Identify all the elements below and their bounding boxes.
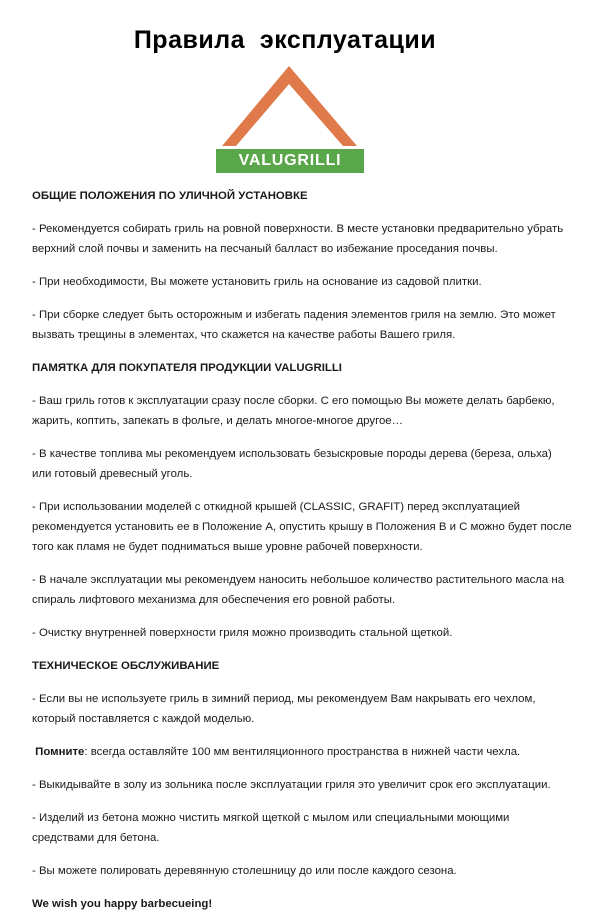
valugrilli-logo (212, 62, 367, 177)
section-maintenance (32, 656, 572, 881)
section-heading: ОБЩИЕ ПОЛОЖЕНИЯ ПО УЛИЧНОЙ УСТАНОВКЕ (32, 190, 308, 202)
section-buyer-memo (32, 358, 572, 643)
section-heading: ПАМЯТКА ДЛЯ ПОКУПАТЕЛЯ ПРОДУКЦИИ VALUGRILLI (32, 362, 342, 374)
section-heading: ТЕХНИЧЕСКОЕ ОБСЛУЖИВАНИЕ (32, 660, 220, 672)
logo-brand-bar (216, 149, 364, 173)
document-body (32, 186, 572, 914)
note-label: Помните (35, 746, 85, 758)
paragraph: - При необходимости, Вы можете установить гриль на основание из садовой плитки. (32, 276, 482, 288)
roof-icon (212, 62, 367, 152)
paragraph: - Ваш гриль готов к эксплуатации сразу после сборки. С его помощью Вы можете делать барбекю, жарить, коптить, запекать в фольге, и делать многое-многое другое… (32, 395, 555, 427)
paragraph: - Изделий из бетона можно чистить мягкой щеткой с мылом или специальными моющими средствами для бетона. (32, 812, 510, 844)
paragraph: - При использовании моделей с откидной крышей (CLASSIC, GRAFIT) перед эксплуатацией рекомендуется установить ее в Положение А, опустить крышу в Положения В и С можно будет после того как пламя не будет подниматься выше уровне рабочей поверхности. (32, 501, 572, 553)
paragraph: - Рекомендуется собирать гриль на ровной поверхности. В месте установки предварительно убрать верхний слой почвы и заменить на песчаный балласт во избежание проседания почвы. (32, 223, 564, 255)
paragraph: - При сборке следует быть осторожным и избегать падения элементов гриля на землю. Это может вызвать трещины в элементах, что скажется на качестве работы Вашего гриля. (32, 309, 556, 341)
paragraph: - Если вы не используете гриль в зимний период, мы рекомендуем Вам накрывать его чехлом, который поставляется с каждой моделью. (32, 693, 536, 725)
section-general (32, 186, 572, 345)
note-text: : всегда оставляйте 100 мм вентиляционного пространства в нижней части чехла. (84, 746, 521, 758)
page-title: Правила эксплуатации (133, 26, 437, 54)
note-paragraph (32, 742, 572, 762)
paragraph: - В начале эксплуатации мы рекомендуем наносить небольшое количество растительного масла на спираль лифтового механизма для обеспечения его ровной работы. (32, 574, 565, 606)
paragraph: - Вы можете полировать деревянную столешницу до или после каждого сезона. (32, 865, 457, 877)
paragraph: - В качестве топлива мы рекомендуем использовать безыскровые породы дерева (береза, ольха) или готовый древесный уголь. (32, 448, 552, 480)
paragraph: - Выкидывайте в золу из зольника после эксплуатации гриля это увеличит срок его эксплуатации. (32, 779, 551, 791)
logo-brand-text: VALUGRILLI (238, 152, 342, 169)
paragraph: - Очистку внутренней поверхности гриля можно производить стальной щеткой. (32, 627, 453, 639)
closing-line: We wish you happy barbecueing! (32, 898, 213, 910)
